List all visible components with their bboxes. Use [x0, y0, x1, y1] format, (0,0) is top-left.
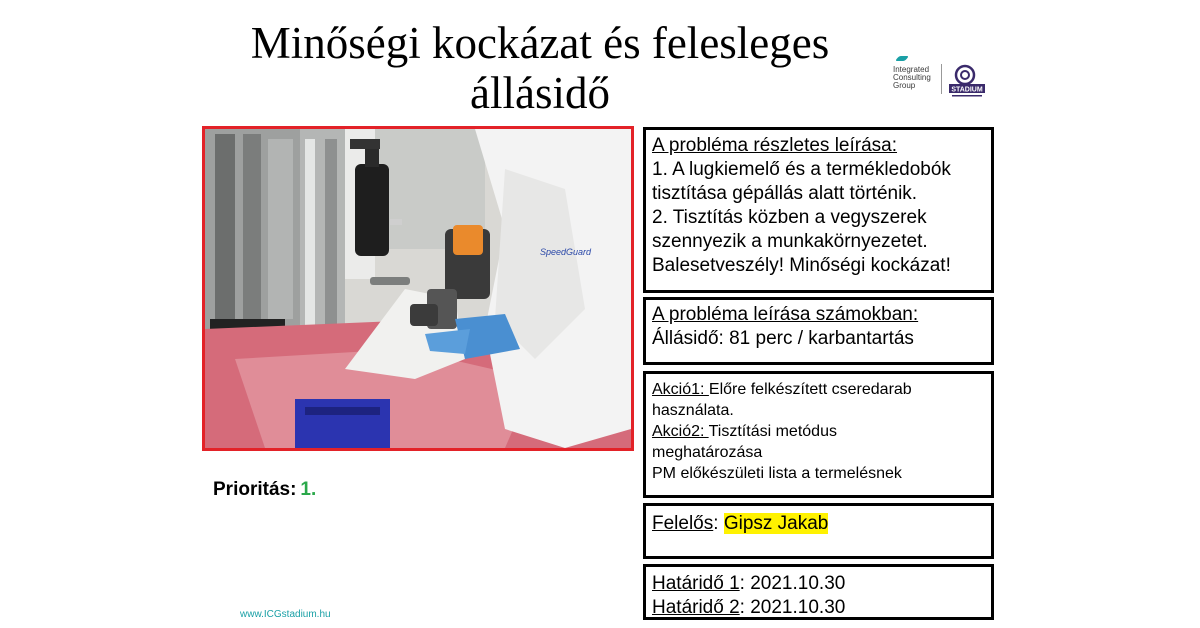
action-2-text-cont: meghatározása — [652, 444, 763, 461]
problem-detail-line: 2. Tisztítás közben a vegyszerek — [652, 207, 927, 228]
priority-value: 1. — [300, 479, 317, 500]
problem-numbers-heading: A probléma leírása számokban: — [652, 304, 919, 325]
responsible-colon: : — [713, 513, 724, 534]
problem-numbers-value: Állásidő: 81 perc / karbantartás — [652, 328, 914, 349]
icg-logo-mark-icon — [895, 56, 909, 61]
deadline-2-label: Határidő 2 — [652, 597, 740, 618]
action-3-text: PM előkészületi lista a termelésnek — [652, 465, 902, 482]
page-title-line-1: Minőségi kockázat és felesleges — [250, 18, 830, 68]
deadline-2-value: : 2021.10.30 — [739, 597, 846, 618]
photo-jacket-logo: SpeedGuard — [540, 247, 592, 257]
problem-detail-line: 1. A lugkiemelő és a termékledobók — [652, 159, 951, 180]
action-2-text: Tisztítási metódus — [708, 423, 837, 440]
problem-numbers-box — [643, 297, 994, 365]
stadium-logo — [946, 62, 988, 98]
icg-logo-text-2: Consulting — [893, 73, 931, 82]
action-2-label: Akció2: — [652, 423, 709, 440]
deadline-box — [643, 564, 994, 620]
page-title — [200, 18, 880, 118]
priority — [213, 479, 316, 501]
responsible-label: Felelős — [652, 513, 714, 534]
icg-logo-text-1: Integrated — [893, 65, 930, 74]
responsible-name: Gipsz Jakab — [723, 513, 829, 534]
action-1-text-cont: használata. — [652, 402, 734, 419]
problem-detail-line: szennyezik a munkakörnyezetet. — [652, 231, 928, 252]
problem-detail-heading: A probléma részletes leírása: — [652, 135, 898, 156]
icg-logo-text-3: Group — [893, 81, 916, 90]
icg-logo — [893, 56, 941, 90]
footer-url[interactable]: www.ICGstadium.hu — [240, 609, 331, 620]
problem-detail-line: tisztítása gépállás alatt történik. — [652, 183, 918, 204]
actions-box — [643, 371, 994, 498]
action-1-label: Akció1: — [652, 381, 709, 398]
problem-photo — [202, 126, 634, 451]
problem-detail-line: Balesetveszély! Minőségi kockázat! — [652, 255, 951, 276]
problem-detail-box — [643, 127, 994, 293]
priority-label: Prioritás: — [213, 479, 297, 500]
stadium-logo-text: STADIUM — [951, 86, 983, 94]
deadline-1-value: : 2021.10.30 — [739, 573, 846, 594]
action-1-text: Előre felkészített cseredarab — [708, 381, 912, 398]
deadline-1-label: Határidő 1 — [652, 573, 740, 594]
responsible-box — [643, 503, 994, 559]
page-title-line-2: állásidő — [470, 68, 610, 118]
logo-divider — [941, 64, 942, 94]
